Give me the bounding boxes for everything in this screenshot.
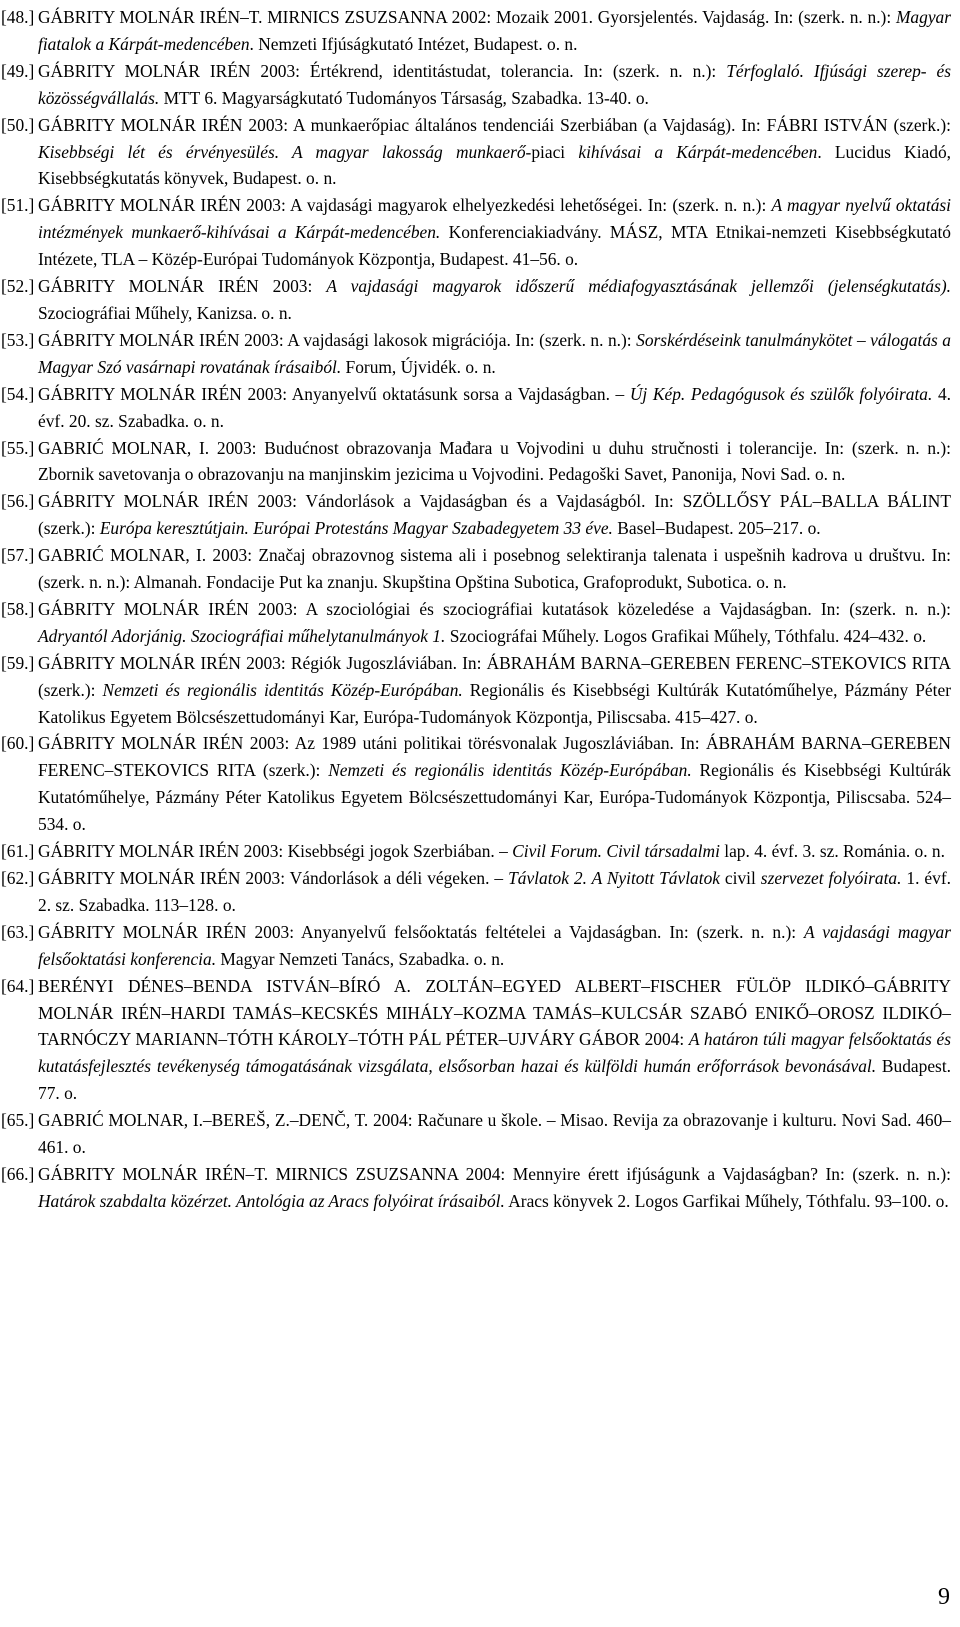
- reference-text-segment: Regionális és Kisebbségi Kultúrák Kutatóműhelye, Pázmány Péter Katolikus Egyetem Bölcsészettudományi Kar, Európa-Tudományok Központja, Piliscsaba. 415–427. o.: [38, 679, 951, 727]
- reference-text-segment: GÁBRITY MOLNÁR IRÉN 2003: A vajdasági lakosok migrációja. In: (szerk. n. n.):: [38, 329, 637, 350]
- reference-text-segment: Regionális és Kisebbségi Kultúrák Kutatóműhelye, Pázmány Péter Katolikus Egyetem Bölcsészettudományi Kar, Európa-Tudományok Központja, Piliscsaba. 524–534. o.: [38, 760, 951, 835]
- reference-number: [49.]: [1, 60, 35, 81]
- reference-text-segment: GÁBRITY MOLNÁR IRÉN 2003: Vándorlások a Vajdaságban és a Vajdaságból. In: SZÖLLŐSY PÁL–BALLA BÁLINT (szerk.):: [38, 491, 951, 539]
- reference-text-segment: 4. évf. 20. sz. Szabadka. o. n.: [38, 383, 952, 431]
- reference-entry: [0, 542, 951, 596]
- reference-entry: [0, 4, 951, 58]
- reference-entry: [0, 919, 951, 973]
- reference-entry: [0, 596, 951, 650]
- reference-entry: [0, 58, 951, 112]
- reference-entry: [0, 838, 951, 865]
- reference-text: [38, 542, 951, 596]
- reference-text: [38, 112, 951, 193]
- reference-number: [52.]: [1, 276, 35, 297]
- reference-text-segment: BERÉNYI DÉNES–BENDA ISTVÁN–BÍRÓ A. ZOLTÁN–EGYED ALBERT–FISCHER FÜLÖP ILDIKÓ–GÁBRITY MOLNÁR IRÉN–HARDI TAMÁS–KECSKÉS MIHÁLY–KOZMA TAMÁS–KULCSÁR SZABÓ ENIKŐ–OROSZ ILDIKÓ–TARNÓCZY MARIANN–TÓTH KÁROLY–TÓTH PÁL PÉTER–UJVÁRY GÁBOR 2004:: [38, 975, 951, 1050]
- reference-entry: [0, 650, 951, 731]
- reference-number: [56.]: [1, 491, 35, 512]
- reference-title-italic: Civil Forum. Civil társadalmi: [512, 841, 720, 862]
- reference-number: [64.]: [1, 975, 35, 996]
- reference-entry: [0, 1161, 951, 1215]
- reference-title-italic: Magyar fiatalok a Kárpát-medencében: [38, 7, 951, 54]
- reference-text-segment: Magyar Nemzeti Tanács, Szabadka. o. n.: [216, 948, 505, 969]
- reference-text-segment: Aracs könyvek 2. Logos Garfikai Műhely, Tóthfalu. 93–100. o.: [504, 1190, 949, 1211]
- reference-text-segment: GÁBRITY MOLNÁR IRÉN–T. MIRNICS ZSUZSANNA 2002: Mozaik 2001. Gyorsjelentés. Vajdaság. In: (szerk. n. n.):: [38, 7, 896, 27]
- reference-text-segment: . Lucidus Kiadó, Kisebbségkutatás könyvek, Budapest. o. n.: [38, 141, 951, 189]
- reference-text: [38, 596, 951, 650]
- reference-title-italic: kihívásai a Kárpát-medencében: [578, 141, 818, 162]
- reference-text: [38, 838, 951, 865]
- reference-text-segment: lap. 4. évf. 3. sz. Románia. o. n.: [719, 841, 945, 862]
- page-number: 9: [938, 1584, 950, 1610]
- reference-text-segment: Basel–Budapest. 205–217. o.: [612, 518, 821, 539]
- reference-entry: [0, 973, 951, 1108]
- reference-list: [0, 4, 951, 1215]
- reference-title-italic: Nemzeti és regionális identitás Közép-Európában.: [328, 760, 692, 781]
- reference-text-segment: GÁBRITY MOLNÁR IRÉN 2003: A vajdasági magyarok elhelyezkedési lehetőségei. In: (szerk. n. n.):: [38, 195, 772, 216]
- reference-entry: [0, 381, 951, 435]
- reference-text: [38, 973, 951, 1108]
- reference-title-italic: A vajdasági magyarok időszerű médiafogyasztásának jellemzői (jelenségkutatás).: [326, 276, 951, 297]
- reference-text-segment: GABRIĆ MOLNAR, I. 2003: Značaj obrazovnog sistema ali i posebnog selektiranja talenata i uspešnih kadrova u društvu. In: (szerk. n. n.): Almanah. Fondacije Put ka znanju. Skupština Opština Subotica, Grafoprodukt, Subotica. o. n.: [38, 545, 951, 593]
- reference-number: [51.]: [1, 195, 35, 216]
- reference-number: [54.]: [1, 383, 35, 404]
- reference-number: [66.]: [1, 1163, 35, 1184]
- reference-number: [61.]: [1, 841, 35, 862]
- reference-text: [38, 865, 951, 919]
- reference-entry: [0, 488, 951, 542]
- reference-title-italic: A vajdasági magyar felsőoktatási konferencia.: [38, 921, 952, 969]
- reference-number: [55.]: [1, 437, 35, 458]
- reference-title-italic: Távlatok 2. A Nyitott Távlatok: [508, 868, 720, 888]
- reference-text: [38, 58, 951, 112]
- reference-title-italic: Európa keresztútjain. Európai Protestáns Magyar Szabadegyetem 33 éve.: [99, 518, 613, 539]
- reference-text-segment: GÁBRITY MOLNÁR IRÉN 2003: Régiók Jugoszláviában. In: ÁBRAHÁM BARNA–GEREBEN FERENC–STEKOVICS RITA (szerk.):: [38, 652, 951, 700]
- reference-text-segment: GÁBRITY MOLNÁR IRÉN 2003: Vándorlások a déli végeken. –: [38, 868, 509, 888]
- reference-text-segment: GÁBRITY MOLNÁR IRÉN 2003: Értékrend, identitástudat, tolerancia. In: (szerk. n. n.):: [38, 60, 727, 81]
- reference-text-segment: GÁBRITY MOLNÁR IRÉN 2003: Az 1989 utáni politikai törésvonalak Jugoszláviában. In: ÁBRAHÁM BARNA–GEREBEN FERENC–STEKOVICS RITA (szerk.):: [38, 733, 951, 781]
- reference-text-segment: GÁBRITY MOLNÁR IRÉN 2003:: [38, 276, 327, 297]
- reference-entry: [0, 273, 951, 327]
- reference-number: [53.]: [1, 329, 35, 350]
- reference-text: [38, 4, 951, 58]
- reference-title-italic: A határon túli magyar felsőoktatás és kutatásfejlesztés tevékenység támogatásának vizsgálata, elsősorban hazai és külföldi humán erőforrások bevonásával.: [38, 1029, 951, 1077]
- reference-number: [50.]: [1, 114, 35, 135]
- reference-text-segment: GÁBRITY MOLNÁR IRÉN–T. MIRNICS ZSUZSANNA 2004: Mennyire érett ifjúságunk a Vajdaságban? In: (szerk. n. n.):: [38, 1163, 951, 1184]
- reference-title-italic: Adryantól Adorjánig. Szociográfiai műhelytanulmányok 1.: [38, 625, 446, 646]
- reference-text: [38, 1107, 951, 1161]
- reference-entry: [0, 865, 951, 919]
- reference-title-italic: Új Kép. Pedagógusok és szülők folyóirata.: [629, 383, 933, 404]
- reference-text: [38, 650, 951, 731]
- reference-title-italic: szervezet folyóirata.: [760, 868, 902, 888]
- reference-entry: [0, 730, 951, 838]
- reference-text: [38, 381, 951, 435]
- reference-title-italic: Nemzeti és regionális identitás Közép-Európában.: [102, 679, 463, 700]
- reference-text-segment: Konferenciakiadvány. MÁSZ, MTA Etnikai-nemzeti Kisebbségkutató Intézete, TLA – Közép-Európai Tudományok Központja, Budapest. 41–56. o.: [38, 222, 951, 270]
- reference-number: [48.]: [1, 7, 35, 27]
- reference-text-segment: GÁBRITY MOLNÁR IRÉN 2003: Kisebbségi jogok Szerbiában. –: [38, 841, 513, 862]
- reference-number: [59.]: [1, 652, 35, 673]
- reference-text: [38, 919, 951, 973]
- reference-text: [38, 327, 951, 381]
- reference-text-segment: Budapest. 77. o.: [38, 1056, 951, 1104]
- reference-title-italic: Kisebbségi lét és érvényesülés. A magyar lakosság munkaerő-: [38, 141, 532, 162]
- reference-title-italic: Térfoglaló. Ifjúsági szerep- és közösségvállalás.: [38, 60, 951, 108]
- reference-text-segment: MTT 6. Magyarságkutató Tudományos Társaság, Szabadka. 13-40. o.: [159, 87, 649, 108]
- reference-text-segment: Forum, Újvidék. o. n.: [341, 356, 496, 377]
- reference-entry: [0, 1107, 951, 1161]
- reference-text-segment: . Nemzeti Ifjúságkutató Intézet, Budapest. o. n.: [249, 33, 578, 54]
- reference-number: [63.]: [1, 921, 35, 942]
- reference-title-italic: A magyar nyelvű oktatási intézmények munkaerő-kihívásai a Kárpát-medencében.: [38, 195, 951, 243]
- reference-text: [38, 273, 951, 327]
- reference-title-italic: Sorskérdéseink tanulmánykötet – válogatás a Magyar Szó vasárnapi rovatának írásaiból.: [38, 329, 951, 377]
- reference-text-segment: Szociográfiai Műhely, Kanizsa. o. n.: [38, 302, 292, 323]
- reference-number: [58.]: [1, 598, 35, 619]
- reference-text-segment: GÁBRITY MOLNÁR IRÉN 2003: Anyanyelvű felsőoktatás feltételei a Vajdaságban. In: (szerk. n. n.):: [38, 921, 805, 942]
- reference-text: [38, 488, 951, 542]
- reference-text-segment: 1. évf. 2. sz. Szabadka. 113–128. o.: [38, 868, 951, 915]
- reference-text-segment: Szociográfai Műhely. Logos Grafikai Műhely, Tóthfalu. 424–432. o.: [445, 625, 927, 646]
- reference-number: [60.]: [1, 733, 35, 754]
- reference-number: [57.]: [1, 545, 35, 566]
- reference-text: [38, 730, 951, 838]
- reference-text-segment: piaci: [531, 141, 579, 162]
- reference-entry: [0, 435, 951, 489]
- reference-text-segment: GÁBRITY MOLNÁR IRÉN 2003: Anyanyelvű oktatásunk sorsa a Vajdaságban. –: [38, 383, 630, 404]
- reference-text-segment: civil: [719, 868, 761, 888]
- reference-entry: [0, 112, 951, 193]
- reference-entry: [0, 327, 951, 381]
- reference-number: [62.]: [1, 868, 35, 888]
- reference-text-segment: GÁBRITY MOLNÁR IRÉN 2003: A munkaerőpiac általános tendenciái Szerbiában (a Vajdaság). In: FÁBRI ISTVÁN (szerk.):: [38, 114, 951, 135]
- reference-text-segment: GÁBRITY MOLNÁR IRÉN 2003: A szociológiai és szociográfiai kutatások közeledése a Vajdaságban. In: (szerk. n. n.):: [38, 598, 951, 619]
- reference-text: [38, 435, 951, 489]
- reference-text: [38, 1161, 951, 1215]
- reference-entry: [0, 192, 951, 273]
- reference-text: [38, 192, 951, 273]
- reference-number: [65.]: [1, 1110, 35, 1131]
- reference-text-segment: GABRIĆ MOLNAR, I.–BEREŠ, Z.–DENČ, T. 2004: Računare u škole. – Misao. Revija za obrazovanje i kulturu. Novi Sad. 460–461. o.: [38, 1110, 951, 1158]
- reference-text-segment: GABRIĆ MOLNAR, I. 2003: Budućnost obrazovanja Mađara u Vojvodini u duhu stručnosti i tolerancije. In: (szerk. n. n.): Zbornik savetovanja o obrazovanju na manjinskim jezicima u Vojvodini. Pedagoški Savet, Panonija, Novi Sad. o. n.: [38, 437, 951, 485]
- reference-title-italic: Határok szabdalta közérzet. Antológia az Aracs folyóirat írásaiból.: [38, 1190, 505, 1211]
